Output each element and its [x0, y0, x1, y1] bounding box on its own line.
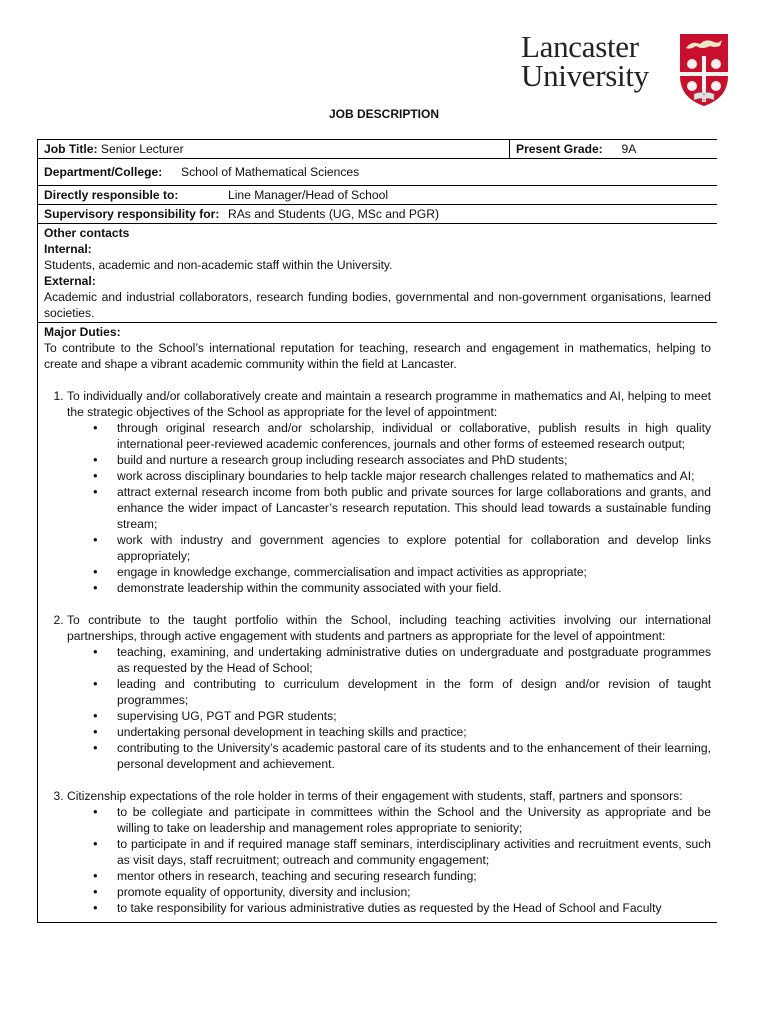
duties-row — [38, 323, 718, 923]
grade-label: Present Grade: — [516, 142, 603, 156]
bullet-item: • promote equality of opportunity, diversity and inclusion; — [117, 884, 711, 900]
bullet-item: • mentor others in research, teaching and securing research funding; — [117, 868, 711, 884]
duty-bullets — [67, 644, 711, 772]
responsible-row — [38, 186, 718, 205]
bullet-item: • engage in knowledge exchange, commercialisation and impact activities as appropriate; — [117, 564, 711, 580]
logo-line-1: Lancaster — [521, 29, 639, 64]
department-value: School of Mathematical Sciences — [181, 165, 360, 179]
university-logo — [521, 29, 737, 110]
duty-item — [67, 788, 711, 916]
duty-text: 3. Citizenship expectations of the role holder in terms of their engagement with students, staff, partners and sponsors: — [67, 789, 683, 803]
job-title-cell — [38, 140, 510, 159]
bullet-item: • attract external research income from both public and private sources for large collaborations and grants, and enhance the wider impact of Lancaster’s research reputation. This should lead towards a sustainable funding stream; — [117, 484, 711, 532]
duty-text: 1. To individually and/or collaboratively create and maintain a research programme in mathematics and AI, helping to meet the strategic objectives of the School as appropriate for the level of appointment: — [67, 389, 711, 419]
document-title: JOB DESCRIPTION — [328, 107, 439, 121]
bullet-item: • teaching, examining, and undertaking administrative duties on undergraduate and postgraduate programmes as requested by the Head of School; — [117, 644, 711, 676]
external-text: Academic and industrial collaborators, research funding bodies, governmental and non-government organisations, learned societies. — [44, 290, 711, 320]
contacts-cell — [38, 224, 718, 323]
responsible-value: Line Manager/Head of School — [228, 188, 389, 202]
supervisory-label: Supervisory responsibility for: — [44, 207, 220, 221]
supervisory-row — [38, 205, 718, 224]
internal-label: Internal: — [44, 242, 92, 256]
contacts-row — [38, 224, 718, 323]
job-description-table — [37, 139, 717, 989]
duties-list — [44, 388, 711, 916]
bullet-item: • work with industry and government agencies to explore potential for collaboration and develop links appropriately; — [117, 532, 711, 564]
crest-icon — [678, 32, 730, 108]
department-label: Department/College: — [44, 165, 163, 179]
bullet-item: • to be collegiate and participate in committees within the School and the University as appropriate and be willing to take on leadership and management roles appropriate to seniority; — [117, 804, 711, 836]
bullet-item: • through original research and/or scholarship, individual or collaborative, publish results in high quality international peer-reviewed academic conferences, journals and other forms of esteemed research output; — [117, 420, 711, 452]
bullet-item: • to participate in and if required manage staff seminars, interdisciplinary activities and recruitment events, such as visit days, staff recruitment; outreach and community engagement; — [117, 836, 711, 868]
duty-bullets — [67, 804, 711, 916]
job-title-row — [38, 140, 718, 159]
external-label: External: — [44, 274, 96, 288]
responsible-label: Directly responsible to: — [44, 188, 179, 202]
duty-item — [67, 612, 711, 772]
duty-text: 2. To contribute to the taught portfolio within the School, including teaching activities involving our international partnerships, through active engagement with students and partners as appropriate for the level of appointment: — [67, 613, 711, 643]
duty-bullets — [67, 420, 711, 596]
duties-heading: Major Duties: — [44, 325, 121, 339]
job-title-value: Senior Lecturer — [100, 142, 184, 156]
logo-wordmark — [521, 29, 649, 93]
supervisory-value: RAs and Students (UG, MSc and PGR) — [228, 207, 440, 221]
bullet-item: • demonstrate leadership within the community associated with your field. — [117, 580, 711, 596]
internal-text: Students, academic and non-academic staff within the University. — [44, 258, 393, 272]
bullet-item: • build and nurture a research group including research associates and PhD students; — [117, 452, 711, 468]
duties-intro: To contribute to the School’s international reputation for teaching, research and engagement in mathematics, helping to create and shape a vibrant academic community within the field at Lancaster. — [44, 341, 711, 371]
bullet-item: • contributing to the University’s academic pastoral care of its students and to the enhancement of their learning, personal development and achievement. — [117, 740, 711, 772]
bullet-item: • to take responsibility for various administrative duties as requested by the Head of School and Faculty — [117, 900, 711, 916]
bullet-item: • undertaking personal development in teaching skills and practice; — [117, 724, 711, 740]
logo-line-2: University — [521, 58, 649, 93]
grade-cell — [510, 140, 718, 159]
department-cell — [38, 159, 718, 186]
duty-item — [67, 388, 711, 596]
bullet-item: • leading and contributing to curriculum development in the form of design and/or revision of taught programmes; — [117, 676, 711, 708]
bullet-item: • supervising UG, PGT and PGR students; — [117, 708, 711, 724]
supervisory-cell — [38, 205, 718, 224]
responsible-cell — [38, 186, 718, 205]
department-row — [38, 159, 718, 186]
job-title-label: Job Title: — [44, 142, 98, 156]
contacts-heading: Other contacts — [44, 226, 130, 240]
duties-cell — [38, 323, 718, 923]
grade-value: 9A — [621, 142, 637, 156]
bullet-item: • work across disciplinary boundaries to help tackle major research challenges related to mathematics and AI; — [117, 468, 711, 484]
